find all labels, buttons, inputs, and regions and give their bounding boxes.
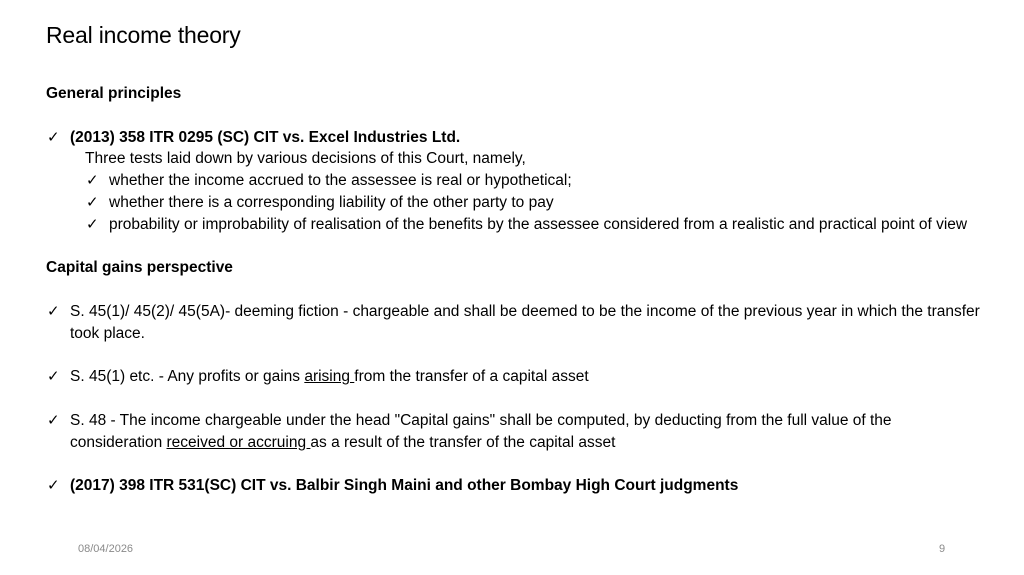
check-icon: ✓: [47, 128, 60, 146]
spacer: [46, 236, 986, 258]
check-icon: ✓: [86, 172, 99, 190]
bullet-case-excel-industries: [46, 127, 986, 149]
test-text: probability or improbability of realisation of the benefits by the assessee considered from a realistic and practical point of view: [109, 215, 968, 233]
check-icon: ✓: [47, 368, 60, 386]
spacer: [46, 105, 986, 127]
check-icon: ✓: [86, 215, 99, 233]
test-text: whether the income accrued to the assessee is real or hypothetical;: [109, 172, 572, 190]
sub-bullet-test: [46, 192, 986, 214]
case-citation: (2013) 358 ITR 0295 (SC) CIT vs. Excel Industries Ltd.: [70, 128, 461, 146]
bullet-case-balbir-singh-maini: [46, 475, 986, 497]
check-icon: ✓: [47, 302, 60, 320]
bullet-deeming-fiction: [46, 301, 986, 345]
point-text: S. 45(1)/ 45(2)/ 45(5A)- deeming fiction - chargeable and shall be deemed to be the income of the previous year in which the transfer took place.: [70, 302, 980, 342]
underlined-term: arising: [304, 368, 355, 386]
bullet-section-48: [46, 410, 986, 454]
spacer: [46, 279, 986, 301]
bullet-section-45: [46, 366, 986, 388]
case-citation: (2017) 398 ITR 531(SC) CIT vs. Balbir Singh Maini and other Bombay High Court judgments: [70, 477, 739, 495]
slide-title: Real income theory: [46, 22, 241, 48]
sub-bullet-test: [46, 214, 986, 236]
point-text-part: from the transfer of a capital asset: [354, 368, 589, 386]
point-text-part: S. 48 - The income chargeable under the head "Capital gains" shall be computed, by deducting from the full value of the consideration: [70, 411, 892, 451]
spacer: [46, 345, 986, 367]
section-heading-general-principles: General principles: [46, 85, 182, 102]
underlined-term: received or accruing: [166, 433, 311, 451]
check-icon: ✓: [47, 411, 60, 429]
test-text: whether there is a corresponding liability of the other party to pay: [109, 193, 554, 211]
section-heading-capital-gains: Capital gains perspective: [46, 259, 233, 277]
spacer: [46, 388, 986, 410]
spacer: [46, 454, 986, 476]
check-icon: ✓: [86, 193, 99, 211]
case-intro: Three tests laid down by various decisions of this Court, namely,: [85, 150, 526, 168]
point-text-part: as a result of the transfer of the capital asset: [310, 433, 616, 451]
check-icon: ✓: [47, 477, 60, 495]
footer-date: 08/04/2026: [78, 543, 134, 555]
footer-page-number: 9: [939, 543, 946, 555]
slide-body: [46, 83, 986, 497]
sub-bullet-test: [46, 170, 986, 192]
point-text-part: S. 45(1) etc. - Any profits or gains: [70, 368, 305, 386]
